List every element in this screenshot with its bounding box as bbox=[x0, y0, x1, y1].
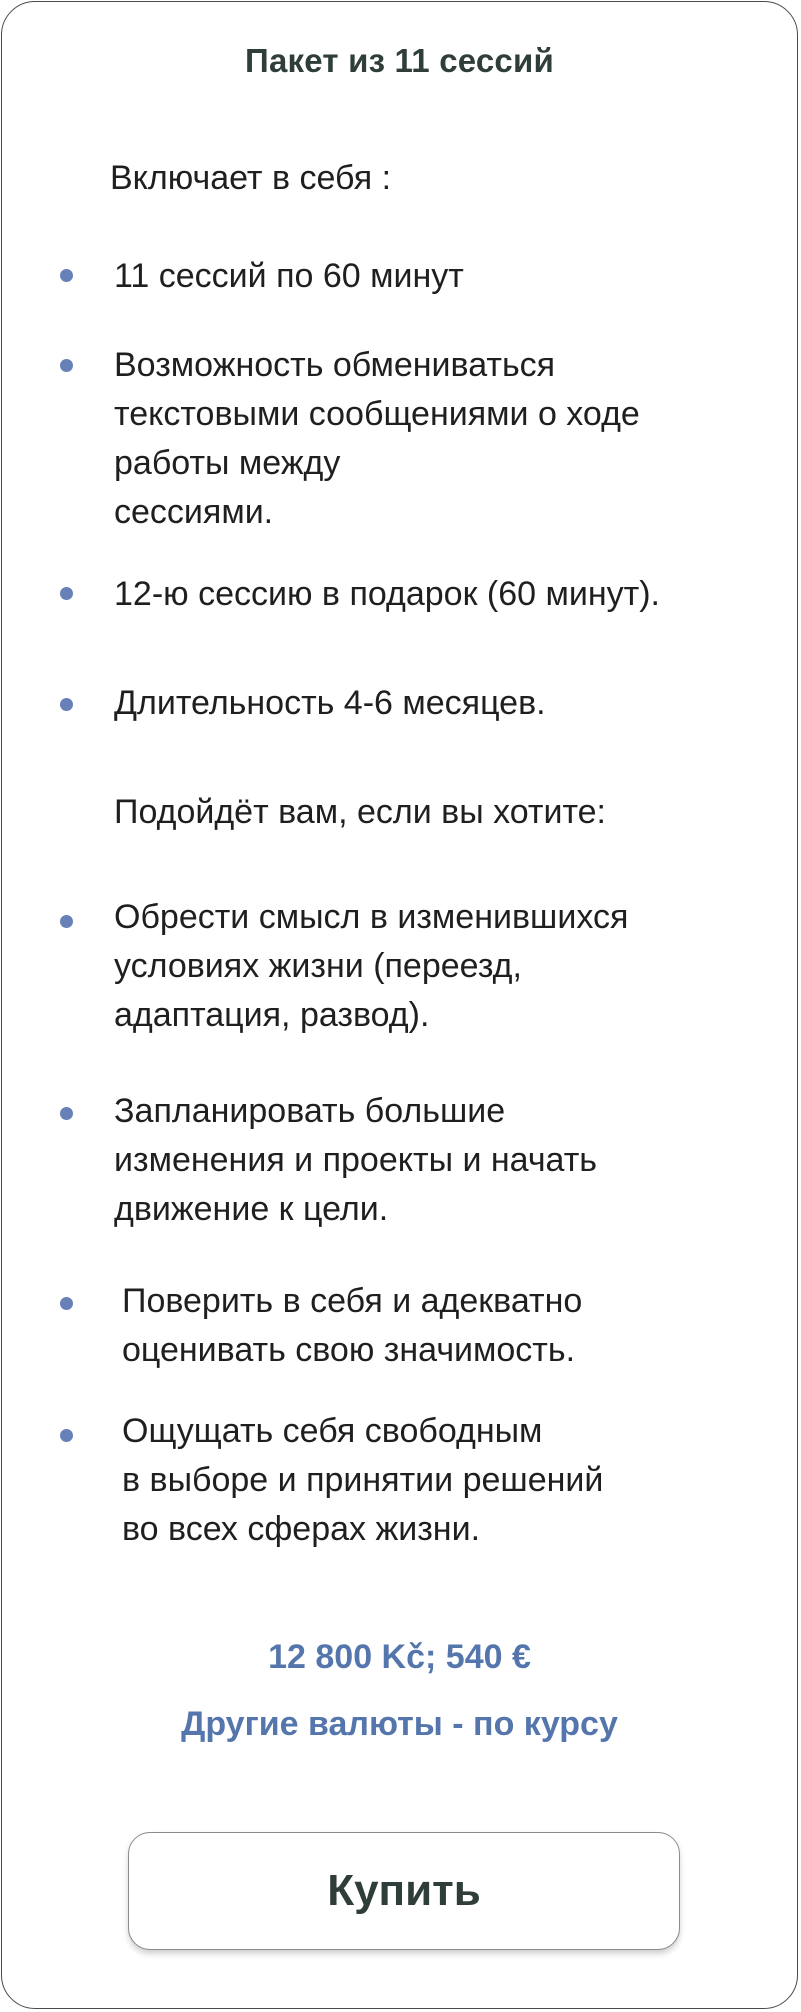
bullet-icon bbox=[60, 915, 73, 928]
bullet-icon bbox=[60, 587, 73, 600]
includes-item-4: Длительность 4-6 месяцев. bbox=[114, 684, 546, 722]
bullet-icon bbox=[60, 1107, 73, 1120]
other-currencies-text: Другие валюты - по курсу bbox=[181, 1705, 618, 1743]
buy-button[interactable]: Купить bbox=[128, 1832, 680, 1950]
includes-item-1: 11 сессий по 60 минут bbox=[114, 257, 464, 295]
suits-item-1: Обрести смысл в изменившихся условиях жизни (переезд, адаптация, развод). bbox=[114, 898, 629, 1034]
suits-item-4: Ощущать себя свободным в выборе и принятии решений во всех сферах жизни. bbox=[122, 1412, 604, 1548]
package-title: Пакет из 11 сессий bbox=[245, 42, 554, 79]
package-card bbox=[1, 1, 798, 2009]
bullet-icon bbox=[60, 698, 73, 711]
suits-item-3: Поверить в себя и адекватно оценивать свою значимость. bbox=[122, 1282, 583, 1369]
bullet-icon bbox=[60, 359, 73, 372]
includes-heading: Включает в себя : bbox=[110, 159, 392, 197]
bullet-icon bbox=[60, 1297, 73, 1310]
bullet-icon bbox=[60, 1429, 73, 1442]
suits-heading: Подойдёт вам, если вы хотите: bbox=[114, 793, 606, 831]
includes-item-2: Возможность обмениваться текстовыми сообщениями о ходе работы между сессиями. bbox=[114, 346, 640, 531]
bullet-icon bbox=[60, 269, 73, 282]
suits-item-2: Запланировать большие изменения и проекты и начать движение к цели. bbox=[114, 1092, 598, 1228]
includes-item-3: 12-ю сессию в подарок (60 минут). bbox=[114, 575, 660, 613]
price-text: 12 800 Kč; 540 € bbox=[268, 1638, 531, 1676]
